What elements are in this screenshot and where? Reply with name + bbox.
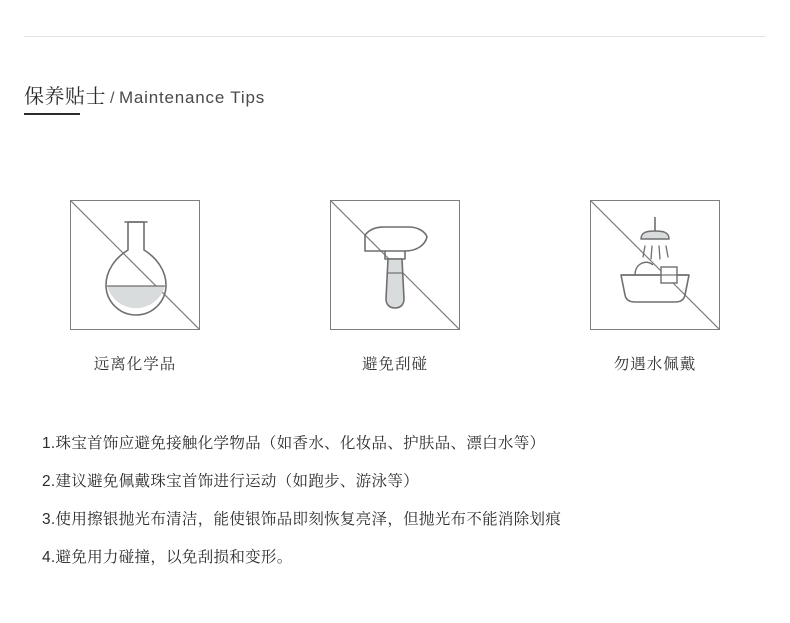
icon-caption-scratch: 避免刮碰 (361, 356, 428, 373)
icon-item-chemicals (69, 200, 201, 374)
shower-bathtub-no-water-icon (591, 201, 719, 329)
hammer-no-scratch-icon (331, 201, 459, 329)
icon-item-scratch (329, 200, 461, 374)
note-item: 2.建议避免佩戴珠宝首饰进行运动（如跑步、游泳等） (42, 473, 419, 491)
page-title-cn: 保养贴士 (24, 86, 106, 108)
icon-caption-water: 勿遇水佩戴 (613, 356, 697, 373)
icon-item-water (589, 200, 721, 374)
note-item: 1.珠宝首饰应避免接触化学物品（如香水、化妆品、护肤品、漂白水等） (42, 435, 546, 452)
icon-frame-scratch (330, 200, 460, 330)
page-title (24, 80, 265, 109)
flask-no-chemicals-icon (71, 201, 199, 329)
page-title-underline (24, 113, 80, 115)
top-divider (24, 36, 766, 37)
page-title-en: Maintenance Tips (118, 88, 265, 107)
note-item: 4.避免用力碰撞，以免刮损和变形。 (42, 549, 293, 567)
icon-frame-chemicals (70, 200, 200, 330)
icon-row (0, 200, 790, 374)
note-item: 3.使用擦银抛光布清洁，能使银饰品即刻恢复亮泽，但抛光布不能消除划痕 (42, 511, 562, 529)
notes-list (42, 432, 752, 570)
icon-frame-water (590, 200, 720, 330)
icon-caption-chemicals: 远离化学品 (93, 356, 177, 373)
page-title-separator: / (110, 90, 115, 107)
